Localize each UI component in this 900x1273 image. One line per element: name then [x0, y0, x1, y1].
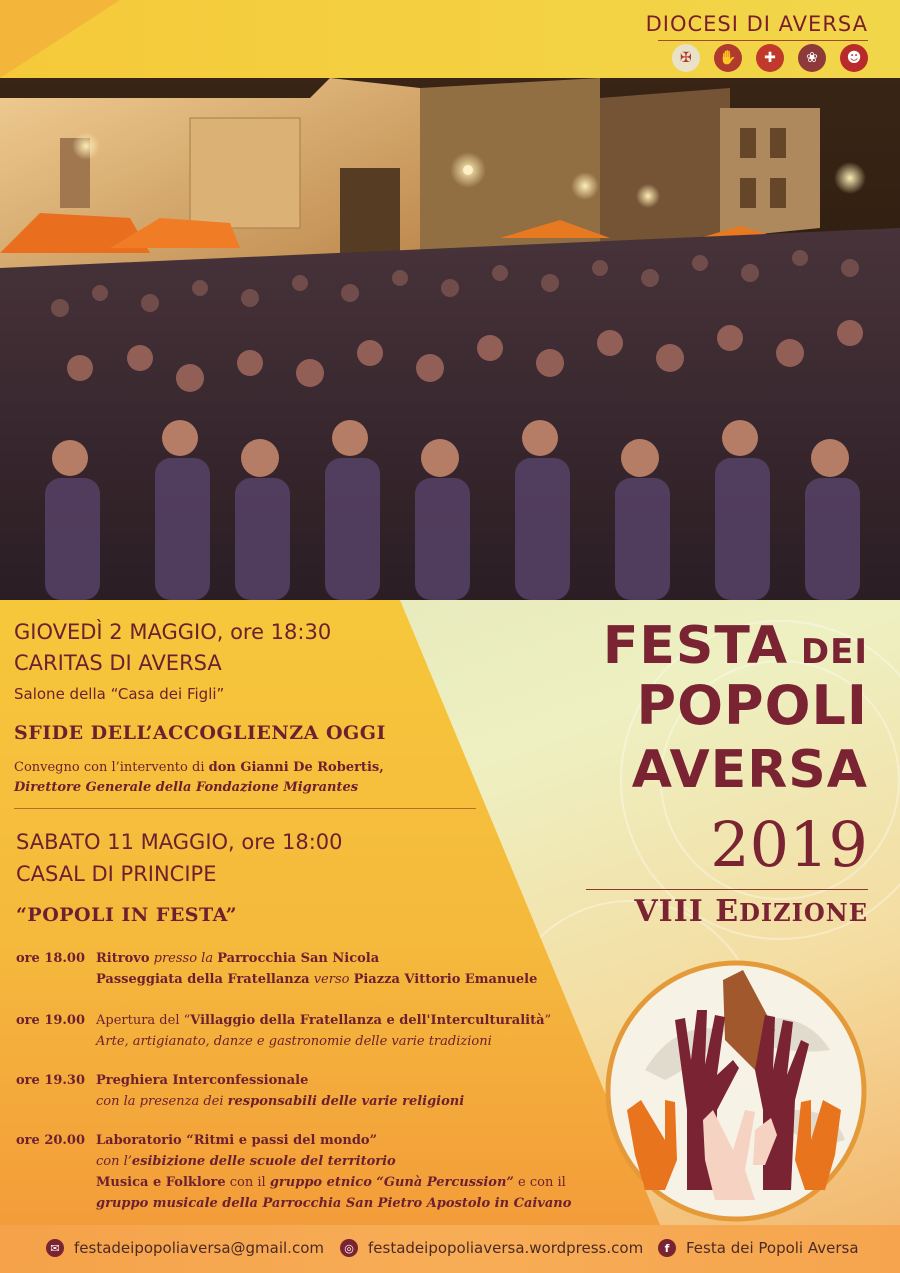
- schedule-text: Apertura del “: [96, 1013, 191, 1028]
- coat-of-arms-icon: ✠: [672, 44, 700, 72]
- diocese-title: DIOCESI DI AVERSA: [645, 12, 868, 36]
- schedule-text: verso: [309, 972, 354, 987]
- globe-icon: ◎: [340, 1239, 358, 1257]
- festival-title-line2: POPOLI: [636, 674, 868, 737]
- schedule-text: gruppo musicale della Parrocchia San Pietro Apostolo in Caivano: [96, 1196, 572, 1211]
- schedule-text: ”: [544, 1013, 552, 1028]
- schedule-text: e con il: [513, 1175, 566, 1190]
- email-icon: ✉: [46, 1239, 64, 1257]
- event1-description: [14, 760, 384, 775]
- crowd-photo: [0, 78, 900, 600]
- schedule-time: ore 19.00: [16, 1013, 86, 1028]
- schedule-time: ore 18.00: [16, 951, 86, 966]
- schedule-time: ore 20.00: [16, 1133, 86, 1148]
- schedule-text: Preghiera Interconfessionale: [96, 1073, 309, 1088]
- festival-title-line1: [603, 616, 868, 676]
- people-icon: ☻: [840, 44, 868, 72]
- schedule-text: con l’: [96, 1154, 132, 1169]
- footer-email[interactable]: [46, 1239, 324, 1257]
- schedule-text: esibizione delle scuole del territorio: [131, 1154, 396, 1169]
- festival-title-word: FESTA: [602, 616, 789, 676]
- schedule-text: Laboratorio “Ritmi e passi del mondo”: [96, 1133, 378, 1148]
- red-cross-icon: ✚: [756, 44, 784, 72]
- schedule-text: responsabili delle varie religioni: [227, 1094, 465, 1109]
- schedule-text: gruppo etnico “Gunà Percussion”: [269, 1175, 514, 1190]
- event2-date: SABATO 11 MAGGIO, ore 18:00: [16, 830, 343, 854]
- festival-year: 2019: [710, 808, 868, 881]
- festival-edition: [634, 894, 868, 929]
- schedule-lines: [96, 948, 537, 990]
- schedule-text: Passeggiata della Fratellanza: [96, 972, 310, 987]
- edition-word: DIZIONE: [739, 898, 868, 927]
- event1-venue: Salone della “Casa dei Figli”: [14, 685, 225, 703]
- event2-title: “POPOLI IN FESTA”: [16, 904, 238, 926]
- schedule-text: con il: [225, 1175, 270, 1190]
- seal-icon: ❀: [798, 44, 826, 72]
- event1-desc-prefix: Convegno con l’intervento di: [14, 760, 209, 775]
- footer-email-text[interactable]: festadeipopoliaversa@gmail.com: [74, 1239, 324, 1257]
- schedule-text: Parrocchia San Nicola: [217, 951, 380, 966]
- section-divider: [14, 808, 476, 809]
- event1-speaker-role: Direttore Generale della Fondazione Migrantes: [14, 780, 359, 795]
- footer-facebook-text[interactable]: Festa dei Popoli Aversa: [686, 1239, 859, 1257]
- edition-number: VIII: [634, 894, 704, 929]
- event1-speaker: don Gianni De Robertis,: [208, 760, 384, 775]
- schedule-text: Piazza Vittorio Emanuele: [353, 972, 538, 987]
- event1-organizer: CARITAS DI AVERSA: [14, 651, 222, 675]
- schedule-lines: [96, 1130, 571, 1214]
- schedule-lines: [96, 1070, 464, 1112]
- event1-date: GIOVEDÌ 2 MAGGIO, ore 18:30: [14, 620, 332, 644]
- event2-place: CASAL DI PRINCIPE: [16, 862, 217, 886]
- schedule-time: ore 19.30: [16, 1073, 86, 1088]
- raised-hands-emblem: [605, 960, 867, 1222]
- festival-title-word: DEI: [788, 632, 868, 672]
- footer-website-text[interactable]: festadeipopoliaversa.wordpress.com: [368, 1239, 644, 1257]
- festival-divider: [586, 889, 868, 890]
- schedule-text: Ritrovo: [96, 951, 150, 966]
- diocese-divider: [658, 40, 868, 41]
- header-band: [0, 0, 900, 78]
- schedule-text: Musica e Folklore: [96, 1175, 226, 1190]
- schedule-text: con la presenza dei: [96, 1094, 228, 1109]
- facebook-icon: f: [658, 1239, 676, 1257]
- sponsor-logos: [672, 44, 868, 72]
- footer-bar: [0, 1225, 900, 1273]
- footer-facebook[interactable]: [658, 1239, 859, 1257]
- schedule-lines: [96, 1010, 551, 1052]
- schedule-text: presso la: [149, 951, 218, 966]
- hands-icon: ✋: [714, 44, 742, 72]
- event1-speaker-role-line: [14, 780, 358, 795]
- festival-title-line3: AVERSA: [631, 740, 868, 800]
- edition-word: E: [703, 894, 740, 929]
- footer-website[interactable]: [340, 1239, 643, 1257]
- schedule-text: Arte, artigianato, danze e gastronomie delle varie tradizioni: [96, 1034, 492, 1049]
- schedule-text: Villaggio della Fratellanza e dell'Interculturalità: [190, 1013, 545, 1028]
- event1-title: SFIDE DELL’ACCOGLIENZA OGGI: [14, 722, 386, 744]
